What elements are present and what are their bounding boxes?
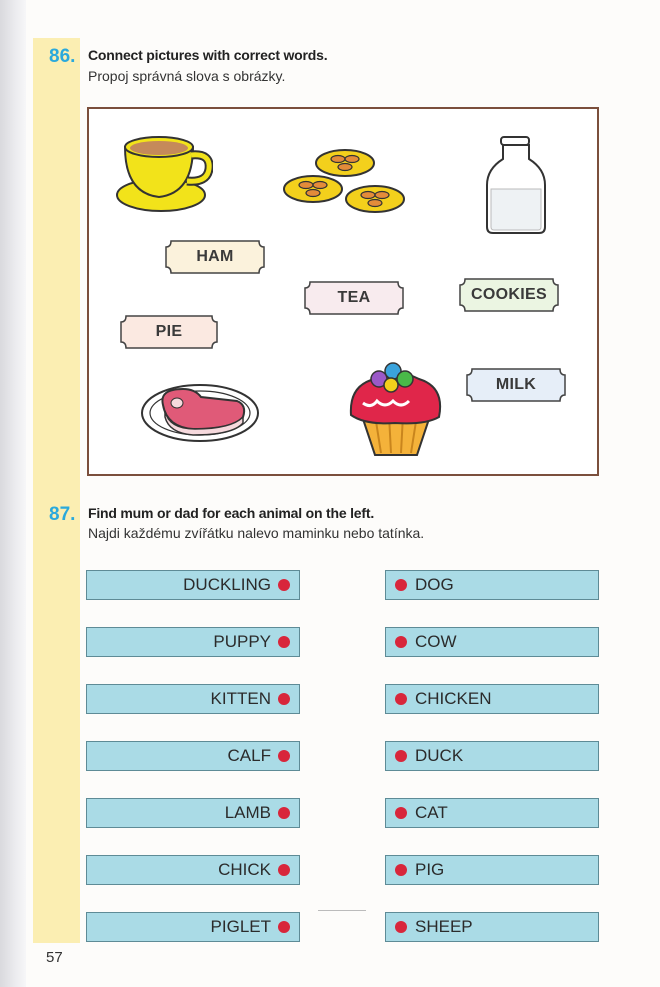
exercise-86-subtitle: Propoj správná slova s obrázky. bbox=[88, 68, 286, 84]
left-animal-bar[interactable] bbox=[86, 798, 300, 828]
connection-dot[interactable] bbox=[278, 921, 290, 933]
right-animal-label: DUCK bbox=[415, 746, 464, 765]
connection-dot[interactable] bbox=[395, 864, 407, 876]
left-animal-label: CALF bbox=[227, 746, 271, 765]
right-animal-bar[interactable] bbox=[385, 798, 599, 828]
right-animal-bar[interactable] bbox=[385, 741, 599, 771]
right-animal-bar[interactable] bbox=[385, 627, 599, 657]
margin-strip bbox=[33, 38, 80, 943]
right-animal-bar[interactable] bbox=[385, 570, 599, 600]
right-animal-label: CAT bbox=[415, 803, 448, 822]
exercise-86-number: 86. bbox=[49, 46, 76, 67]
connection-dot[interactable] bbox=[395, 579, 407, 591]
connection-dot[interactable] bbox=[278, 693, 290, 705]
word-ham-label: HAM bbox=[196, 248, 234, 265]
left-animal-bar[interactable] bbox=[86, 855, 300, 885]
picture-word-box bbox=[87, 107, 599, 476]
right-animal-label: PIG bbox=[415, 860, 445, 879]
left-animal-label: DUCKLING bbox=[183, 575, 271, 594]
right-animal-bar[interactable] bbox=[385, 684, 599, 714]
left-animal-label: LAMB bbox=[224, 803, 271, 822]
connection-dot[interactable] bbox=[395, 921, 407, 933]
right-animal-bar[interactable] bbox=[385, 912, 599, 942]
pencil-mark bbox=[318, 910, 366, 911]
connection-dot[interactable] bbox=[278, 579, 290, 591]
left-animal-bar[interactable] bbox=[86, 741, 300, 771]
cup-of-tea-picture[interactable] bbox=[113, 131, 213, 215]
left-animal-bar[interactable] bbox=[86, 912, 300, 942]
left-animal-label: PUPPY bbox=[213, 632, 271, 651]
word-pie-label: PIE bbox=[155, 323, 183, 340]
cupcake-picture[interactable] bbox=[345, 359, 447, 459]
left-animal-bar[interactable] bbox=[86, 570, 300, 600]
word-tag-ham[interactable] bbox=[165, 240, 265, 274]
word-cookies-label: COOKIES bbox=[471, 286, 547, 303]
connection-dot[interactable] bbox=[278, 636, 290, 648]
left-animal-label: PIGLET bbox=[210, 917, 271, 936]
connection-dot[interactable] bbox=[278, 807, 290, 819]
connection-dot[interactable] bbox=[395, 750, 407, 762]
exercise-87-subtitle: Najdi každému zvířátku nalevo maminku nebo tatínka. bbox=[88, 525, 425, 541]
right-animal-label: CHICKEN bbox=[415, 689, 492, 708]
right-animal-label: SHEEP bbox=[415, 917, 473, 936]
exercise-86-title: Connect pictures with correct words. bbox=[88, 47, 328, 63]
word-tag-pie[interactable] bbox=[120, 315, 218, 349]
word-milk-label: MILK bbox=[495, 376, 537, 393]
left-animal-label: KITTEN bbox=[210, 689, 271, 708]
left-animal-bar[interactable] bbox=[86, 684, 300, 714]
right-animal-label: DOG bbox=[415, 575, 454, 594]
page-number: 57 bbox=[46, 949, 63, 966]
right-animal-bar[interactable] bbox=[385, 855, 599, 885]
connection-dot[interactable] bbox=[395, 636, 407, 648]
book-spine-shadow bbox=[0, 0, 26, 987]
exercise-87-number: 87. bbox=[49, 504, 76, 525]
word-tag-tea[interactable] bbox=[304, 281, 404, 315]
cookies-picture[interactable] bbox=[283, 147, 407, 217]
milk-bottle-picture[interactable] bbox=[481, 135, 551, 235]
word-tag-milk[interactable] bbox=[466, 368, 566, 402]
connection-dot[interactable] bbox=[278, 864, 290, 876]
connection-dot[interactable] bbox=[395, 807, 407, 819]
exercise-87-title: Find mum or dad for each animal on the left. bbox=[88, 505, 375, 521]
word-tea-label: TEA bbox=[337, 289, 371, 306]
connection-dot[interactable] bbox=[395, 693, 407, 705]
left-animal-label: CHICK bbox=[218, 860, 271, 879]
ham-on-plate-picture[interactable] bbox=[139, 377, 261, 445]
right-animal-label: COW bbox=[415, 632, 457, 651]
word-tag-cookies[interactable] bbox=[459, 278, 559, 312]
left-animal-bar[interactable] bbox=[86, 627, 300, 657]
connection-dot[interactable] bbox=[278, 750, 290, 762]
